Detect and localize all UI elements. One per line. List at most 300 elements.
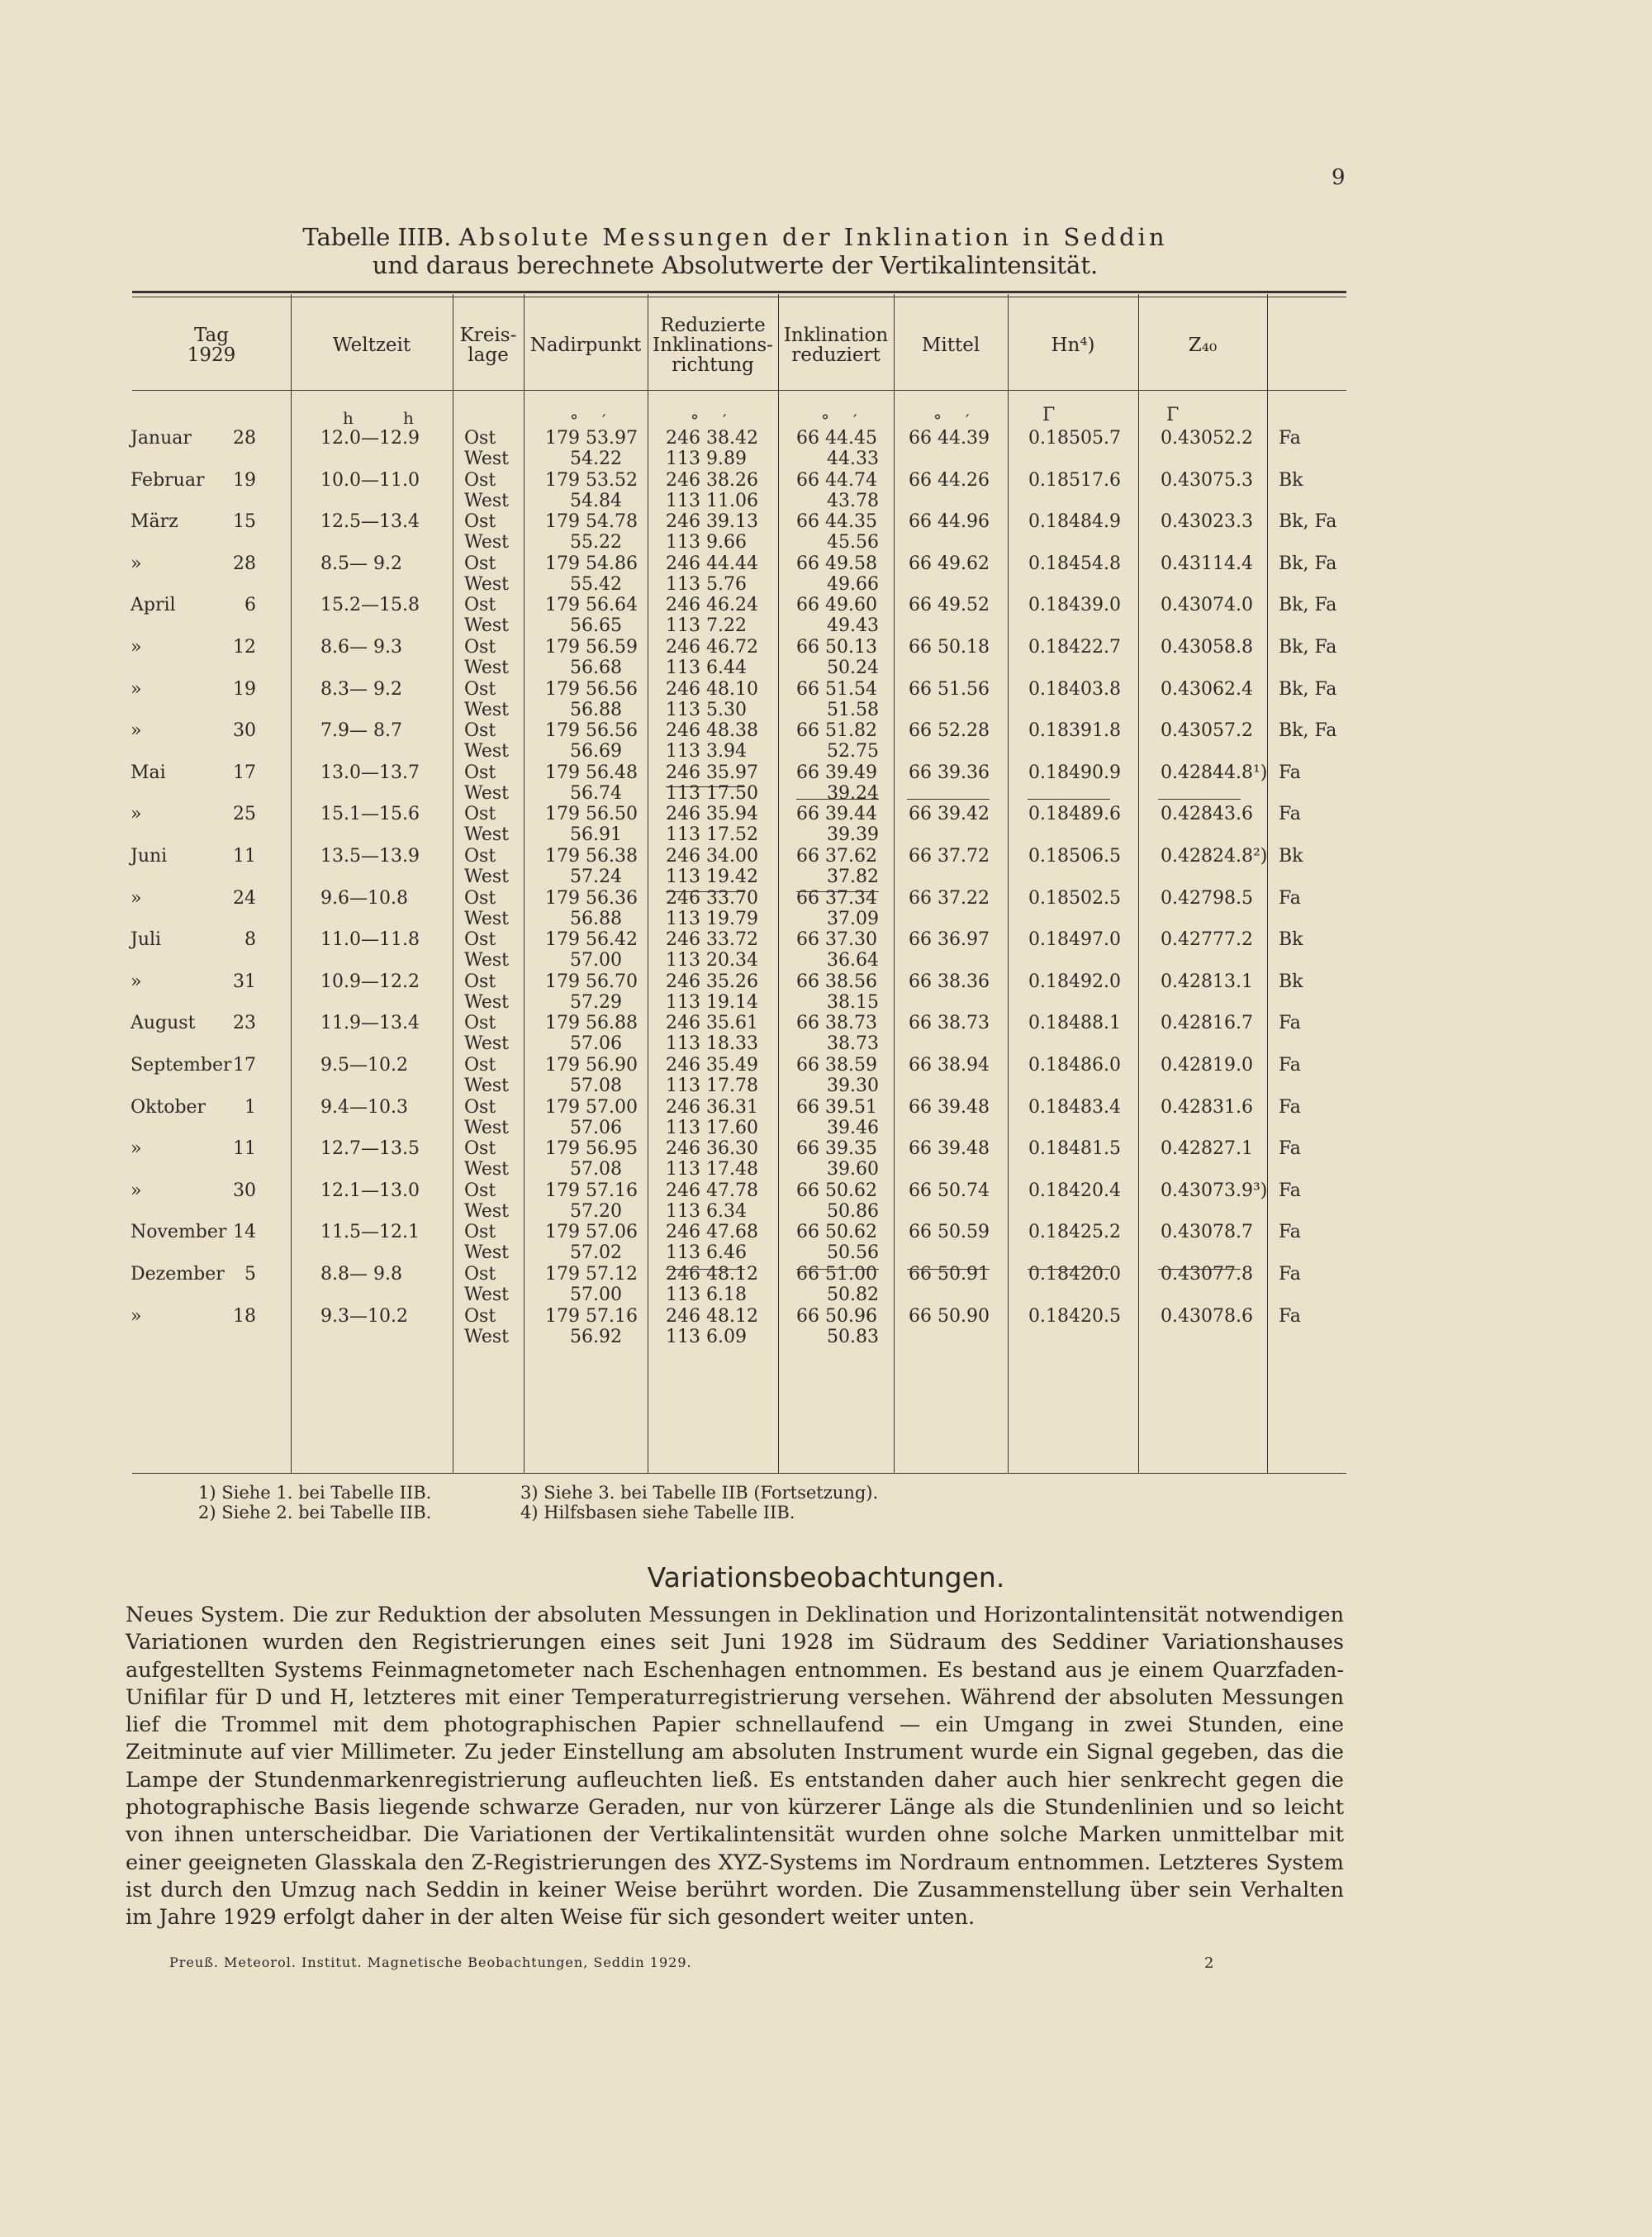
kreislage-ost: Ost bbox=[464, 553, 496, 574]
weltzeit-cell: 10.9—12.2 bbox=[320, 971, 420, 992]
month-cell: Juni bbox=[131, 846, 168, 867]
kreislage-ost: Ost bbox=[464, 887, 496, 909]
kreislage-ost: Ost bbox=[464, 511, 496, 533]
nadir-ost: 179 56.38 bbox=[545, 846, 638, 867]
inclination-direction-ost: 246 35.94 bbox=[666, 804, 758, 825]
kreislage-west: West bbox=[464, 449, 509, 469]
observer-cell: Fa bbox=[1279, 428, 1301, 449]
header-reduzierte-richtung: Reduzierte Inklinations- richtung bbox=[653, 315, 773, 376]
table-row bbox=[0, 679, 1652, 720]
header-kreislage: Kreis- lage bbox=[459, 325, 517, 366]
inclination-reduced-ost: 66 51.54 bbox=[796, 678, 877, 700]
nadir-west: 54.22 bbox=[570, 449, 622, 469]
weltzeit-cell: 10.0—11.0 bbox=[320, 469, 420, 491]
inclination-direction-ost: 246 38.42 bbox=[666, 428, 758, 449]
nadir-west: 57.20 bbox=[570, 1200, 622, 1222]
day-cell: 8 bbox=[244, 929, 256, 951]
inclination-direction-ost: 246 35.49 bbox=[666, 1055, 758, 1076]
inclination-reduced-ost: 66 44.35 bbox=[796, 511, 877, 533]
z-cell: 0.43075.3 bbox=[1161, 469, 1253, 491]
inclination-direction-west: 113 20.34 bbox=[666, 950, 758, 971]
month-cell: November bbox=[131, 1222, 227, 1243]
kreislage-west: West bbox=[464, 908, 509, 929]
day-cell: 11 bbox=[233, 1138, 256, 1160]
unit-minute: ′ bbox=[966, 411, 970, 430]
group-separator bbox=[1028, 799, 1110, 800]
day-cell: 1 bbox=[244, 1096, 256, 1118]
observer-cell: Bk, Fa bbox=[1279, 595, 1337, 616]
kreislage-west: West bbox=[464, 573, 509, 595]
inclination-reduced-ost: 66 38.56 bbox=[796, 971, 877, 992]
unit-minute: ′ bbox=[602, 411, 606, 430]
section-paragraph: Neues System. Die zur Reduktion der absoluten Messungen in Deklination und Horizontalintensität notwendigen Variationen wurden den Registrierungen eines seit Juni 1928 im Südraum des Seddiner Variationshauses aufgestellten Systems Feinmagnetometer nach Eschenhagen entnommen. Es bestand aus je einem Quarzfaden-Unifilar für D und H, letzteres mit einer Temperaturregistrierung versehen. Während der absoluten Messungen lief die Trommel mit dem photographischen Papier schnellaufend — ein Umgang in zwei Stunden, eine Zeitminute auf vier Millimeter. Zu jeder Einstellung am absoluten Instrument wurde ein Signal gegeben, das die Lampe der Stundenmarkenregistrierung aufleuchten ließ. Es entstanden daher auch hier senkrecht gegen die photographische Basis liegende schwarze Geraden, nur von kürzerer Länge als die Stundenlinien und so leicht von ihnen unterscheidbar. Die Variationen der Vertikalintensität wurden ohne solche Marken unmittelbar mit einer geeigneten Glasskala den Z-Registrierungen des XYZ-Systems im Nordraum entnommen. Letzteres System ist durch den Umzug nach Seddin in keiner Weise berührt worden. Die Zusammenstellung über sein Verhalten im Jahre 1929 erfolgt daher in der alten Weise für sich gesondert weiter unten. bbox=[126, 1603, 1344, 1931]
nadir-west: 56.69 bbox=[570, 741, 622, 762]
footer-signature-number: 2 bbox=[1204, 1954, 1215, 1972]
mittel-cell: 66 37.22 bbox=[909, 887, 990, 909]
nadir-ost: 179 56.56 bbox=[545, 720, 638, 742]
nadir-west: 57.00 bbox=[570, 1285, 622, 1305]
inclination-direction-west: 113 6.46 bbox=[666, 1242, 747, 1264]
inclination-reduced-ost: 66 39.49 bbox=[796, 762, 877, 783]
table-row bbox=[0, 804, 1652, 845]
kreislage-ost: Ost bbox=[464, 1222, 496, 1243]
table-header-rule bbox=[132, 390, 1346, 391]
kreislage-west: West bbox=[464, 741, 509, 762]
h-cell: 0.18505.7 bbox=[1028, 428, 1121, 449]
table-row bbox=[0, 720, 1652, 762]
unit-hour: h bbox=[343, 408, 354, 428]
h-cell: 0.18420.4 bbox=[1028, 1180, 1121, 1201]
value-underline bbox=[666, 1269, 745, 1270]
h-cell: 0.18391.8 bbox=[1028, 720, 1121, 742]
weltzeit-cell: 11.0—11.8 bbox=[320, 929, 420, 951]
mittel-cell: 66 52.28 bbox=[909, 720, 990, 742]
mittel-cell: 66 38.36 bbox=[909, 971, 990, 992]
inclination-direction-west: 113 11.06 bbox=[666, 490, 758, 511]
inclination-reduced-ost: 66 50.96 bbox=[796, 1305, 877, 1327]
nadir-west: 57.29 bbox=[570, 991, 622, 1013]
inclination-direction-west: 113 5.30 bbox=[666, 699, 747, 720]
footnote-4: 4) Hilfsbasen siehe Tabelle IIB. bbox=[520, 1503, 795, 1522]
nadir-west: 57.02 bbox=[570, 1242, 622, 1264]
kreislage-ost: Ost bbox=[464, 595, 496, 616]
nadir-ost: 179 57.12 bbox=[545, 1264, 638, 1285]
unit-gamma: Γ bbox=[1166, 405, 1180, 425]
nadir-west: 55.22 bbox=[570, 532, 622, 553]
observer-cell: Bk bbox=[1279, 929, 1303, 951]
h-cell: 0.18490.9 bbox=[1028, 762, 1121, 783]
h-cell: 0.18484.9 bbox=[1028, 511, 1121, 533]
h-cell: 0.18492.0 bbox=[1028, 971, 1121, 992]
nadir-west: 57.08 bbox=[570, 1159, 622, 1180]
nadir-ost: 179 57.16 bbox=[545, 1180, 638, 1201]
weltzeit-cell: 13.5—13.9 bbox=[320, 846, 420, 867]
kreislage-ost: Ost bbox=[464, 1138, 496, 1160]
observer-cell: Fa bbox=[1279, 887, 1301, 909]
nadir-ost: 179 54.78 bbox=[545, 511, 638, 533]
observer-cell: Fa bbox=[1279, 1305, 1301, 1327]
value-underline bbox=[796, 891, 879, 892]
kreislage-west: West bbox=[464, 1285, 509, 1305]
day-cell: 31 bbox=[233, 971, 256, 992]
kreislage-ost: Ost bbox=[464, 469, 496, 491]
inclination-reduced-ost: 66 49.60 bbox=[796, 595, 877, 616]
nadir-ost: 179 57.00 bbox=[545, 1096, 638, 1118]
table-row bbox=[0, 1222, 1652, 1263]
inclination-direction-ost: 246 36.30 bbox=[666, 1138, 758, 1160]
kreislage-west: West bbox=[464, 1242, 509, 1264]
inclination-direction-west: 113 17.60 bbox=[666, 1117, 758, 1138]
table-title-main: Absolute Messungen der Inklination in Seddin bbox=[458, 223, 1168, 251]
kreislage-ost: Ost bbox=[464, 1305, 496, 1327]
kreislage-west: West bbox=[464, 490, 509, 511]
kreislage-ost: Ost bbox=[464, 971, 496, 992]
h-cell: 0.18439.0 bbox=[1028, 595, 1121, 616]
z-cell: 0.42798.5 bbox=[1161, 887, 1253, 909]
inclination-direction-west: 113 6.18 bbox=[666, 1285, 747, 1305]
h-cell: 0.18454.8 bbox=[1028, 553, 1121, 574]
z-cell: 0.42813.1 bbox=[1161, 971, 1253, 992]
z-cell: 0.43058.8 bbox=[1161, 637, 1253, 658]
group-separator bbox=[1028, 1269, 1110, 1270]
kreislage-west: West bbox=[464, 1159, 509, 1180]
mittel-cell: 66 39.48 bbox=[909, 1096, 990, 1118]
inclination-direction-west: 113 19.42 bbox=[666, 867, 758, 887]
value-underline bbox=[796, 1269, 879, 1270]
nadir-west: 57.06 bbox=[570, 1033, 622, 1055]
day-cell: 6 bbox=[244, 595, 256, 616]
nadir-ost: 179 56.50 bbox=[545, 804, 638, 825]
inclination-reduced-west: 45.56 bbox=[827, 532, 879, 553]
unit-minute: ′ bbox=[853, 411, 857, 430]
day-cell: 30 bbox=[233, 720, 256, 742]
day-cell: 17 bbox=[233, 1055, 256, 1076]
z-cell: 0.42819.0 bbox=[1161, 1055, 1253, 1076]
inclination-reduced-west: 38.73 bbox=[827, 1033, 879, 1055]
z-cell: 0.43057.2 bbox=[1161, 720, 1253, 742]
inclination-direction-west: 113 6.34 bbox=[666, 1200, 747, 1222]
z-cell: 0.42816.7 bbox=[1161, 1013, 1253, 1034]
inclination-direction-west: 113 9.66 bbox=[666, 532, 747, 553]
kreislage-ost: Ost bbox=[464, 1096, 496, 1118]
observer-cell: Bk, Fa bbox=[1279, 637, 1337, 658]
inclination-direction-west: 113 19.14 bbox=[666, 991, 758, 1013]
kreislage-ost: Ost bbox=[464, 637, 496, 658]
month-cell: » bbox=[131, 678, 142, 700]
inclination-reduced-west: 50.83 bbox=[827, 1326, 879, 1347]
weltzeit-cell: 13.0—13.7 bbox=[320, 762, 420, 783]
month-cell: » bbox=[131, 637, 142, 658]
inclination-reduced-ost: 66 44.45 bbox=[796, 428, 877, 449]
month-cell: April bbox=[131, 595, 176, 616]
month-cell: Mai bbox=[131, 762, 166, 783]
weltzeit-cell: 7.9— 8.7 bbox=[320, 720, 402, 742]
observer-cell: Fa bbox=[1279, 804, 1301, 825]
weltzeit-cell: 15.2—15.8 bbox=[320, 595, 420, 616]
nadir-ost: 179 56.56 bbox=[545, 678, 638, 700]
weltzeit-cell: 9.6—10.8 bbox=[320, 887, 408, 909]
nadir-west: 56.68 bbox=[570, 658, 622, 678]
mittel-cell: 66 50.91 bbox=[909, 1264, 990, 1285]
nadir-west: 56.92 bbox=[570, 1326, 622, 1347]
observer-cell: Fa bbox=[1279, 1138, 1301, 1160]
inclination-reduced-ost: 66 39.51 bbox=[796, 1096, 877, 1118]
day-cell: 19 bbox=[233, 469, 256, 491]
observer-cell: Bk, Fa bbox=[1279, 678, 1337, 700]
kreislage-west: West bbox=[464, 1076, 509, 1096]
inclination-direction-ost: 246 38.26 bbox=[666, 469, 758, 491]
inclination-direction-ost: 246 39.13 bbox=[666, 511, 758, 533]
month-cell: Januar bbox=[131, 428, 192, 449]
inclination-direction-ost: 246 33.72 bbox=[666, 929, 758, 951]
inclination-direction-ost: 246 34.00 bbox=[666, 846, 758, 867]
group-separator bbox=[1158, 799, 1241, 800]
inclination-reduced-west: 50.24 bbox=[827, 658, 879, 678]
month-cell: August bbox=[131, 1013, 196, 1034]
month-cell: September bbox=[131, 1055, 232, 1076]
inclination-direction-west: 113 17.78 bbox=[666, 1076, 758, 1096]
inclination-direction-west: 113 5.76 bbox=[666, 573, 747, 595]
inclination-reduced-west: 39.60 bbox=[827, 1159, 879, 1180]
day-cell: 18 bbox=[233, 1305, 256, 1327]
inclination-reduced-west: 52.75 bbox=[827, 741, 879, 762]
z-cell: 0.42844.8¹) bbox=[1161, 762, 1268, 783]
table-row bbox=[0, 637, 1652, 678]
inclination-reduced-ost: 66 50.62 bbox=[796, 1180, 877, 1201]
inclination-reduced-ost: 66 50.62 bbox=[796, 1222, 877, 1243]
inclination-reduced-west: 49.66 bbox=[827, 573, 879, 595]
month-cell: Dezember bbox=[131, 1264, 225, 1285]
inclination-reduced-west: 39.39 bbox=[827, 824, 879, 846]
observer-cell: Bk bbox=[1279, 971, 1303, 992]
mittel-cell: 66 49.52 bbox=[909, 595, 990, 616]
day-cell: 17 bbox=[233, 762, 256, 783]
inclination-direction-west: 113 3.94 bbox=[666, 741, 747, 762]
h-cell: 0.18483.4 bbox=[1028, 1096, 1121, 1118]
table-row bbox=[0, 470, 1652, 511]
table-row bbox=[0, 1138, 1652, 1180]
month-cell: » bbox=[131, 1180, 142, 1201]
h-cell: 0.18425.2 bbox=[1028, 1222, 1121, 1243]
nadir-ost: 179 56.70 bbox=[545, 971, 638, 992]
inclination-reduced-west: 44.33 bbox=[827, 449, 879, 469]
footnote-1: 1) Siehe 1. bei Tabelle IIB. bbox=[198, 1483, 432, 1503]
unit-degree: ° bbox=[691, 411, 699, 430]
kreislage-west: West bbox=[464, 699, 509, 720]
kreislage-west: West bbox=[464, 1117, 509, 1138]
inclination-direction-west: 113 17.50 bbox=[666, 782, 758, 804]
weltzeit-cell: 12.0—12.9 bbox=[320, 428, 420, 449]
day-cell: 14 bbox=[233, 1222, 256, 1243]
footnotes-left bbox=[198, 1483, 431, 1522]
kreislage-ost: Ost bbox=[464, 846, 496, 867]
value-underline bbox=[796, 799, 879, 800]
nadir-ost: 179 56.64 bbox=[545, 595, 638, 616]
inclination-direction-ost: 246 48.12 bbox=[666, 1264, 758, 1285]
weltzeit-cell: 9.3—10.2 bbox=[320, 1305, 408, 1327]
weltzeit-cell: 11.9—13.4 bbox=[320, 1013, 420, 1034]
nadir-west: 57.08 bbox=[570, 1076, 622, 1096]
h-cell: 0.18481.5 bbox=[1028, 1138, 1121, 1160]
month-cell: » bbox=[131, 887, 142, 909]
table-row bbox=[0, 1264, 1652, 1305]
nadir-west: 56.88 bbox=[570, 908, 622, 929]
day-cell: 28 bbox=[233, 553, 256, 574]
mittel-cell: 66 39.48 bbox=[909, 1138, 990, 1160]
z-cell: 0.42777.2 bbox=[1161, 929, 1253, 951]
h-cell: 0.18420.0 bbox=[1028, 1264, 1121, 1285]
mittel-cell: 66 44.26 bbox=[909, 469, 990, 491]
inclination-direction-west: 113 6.09 bbox=[666, 1326, 747, 1347]
inclination-reduced-ost: 66 37.34 bbox=[796, 887, 877, 909]
table-title bbox=[132, 223, 1338, 279]
z-cell: 0.43077.8 bbox=[1161, 1264, 1253, 1285]
table-row bbox=[0, 428, 1652, 469]
unit-hour: h bbox=[403, 408, 414, 428]
observer-cell: Fa bbox=[1279, 1222, 1301, 1243]
page-number: 9 bbox=[1332, 165, 1346, 190]
month-cell: » bbox=[131, 1305, 142, 1327]
nadir-ost: 179 53.52 bbox=[545, 469, 638, 491]
z-cell: 0.43078.6 bbox=[1161, 1305, 1253, 1327]
day-cell: 23 bbox=[233, 1013, 256, 1034]
inclination-reduced-west: 43.78 bbox=[827, 490, 879, 511]
nadir-west: 55.42 bbox=[570, 573, 622, 595]
z-cell: 0.42843.6 bbox=[1161, 804, 1253, 825]
inclination-direction-west: 113 7.22 bbox=[666, 615, 747, 637]
weltzeit-cell: 8.8— 9.8 bbox=[320, 1264, 402, 1285]
inclination-reduced-west: 50.86 bbox=[827, 1200, 879, 1222]
h-cell: 0.18403.8 bbox=[1028, 678, 1121, 700]
inclination-direction-west: 113 9.89 bbox=[666, 449, 747, 469]
kreislage-west: West bbox=[464, 1326, 509, 1347]
mittel-cell: 66 39.36 bbox=[909, 762, 990, 783]
mittel-cell: 66 50.59 bbox=[909, 1222, 990, 1243]
inclination-reduced-west: 37.09 bbox=[827, 908, 879, 929]
month-cell: » bbox=[131, 971, 142, 992]
inclination-direction-ost: 246 35.61 bbox=[666, 1013, 758, 1034]
footnote-2: 2) Siehe 2. bei Tabelle IIB. bbox=[198, 1503, 432, 1522]
kreislage-west: West bbox=[464, 532, 509, 553]
table-row bbox=[0, 888, 1652, 929]
day-cell: 5 bbox=[244, 1264, 256, 1285]
nadir-ost: 179 56.95 bbox=[545, 1138, 638, 1160]
value-underline bbox=[666, 891, 745, 892]
footnotes-right bbox=[520, 1483, 878, 1522]
observer-cell: Fa bbox=[1279, 1096, 1301, 1118]
inclination-reduced-west: 39.46 bbox=[827, 1117, 879, 1138]
day-cell: 12 bbox=[233, 637, 256, 658]
z-cell: 0.42831.6 bbox=[1161, 1096, 1253, 1118]
table-row bbox=[0, 595, 1652, 636]
month-cell: März bbox=[131, 511, 178, 533]
inclination-direction-ost: 246 35.97 bbox=[666, 762, 758, 783]
observer-cell: Fa bbox=[1279, 762, 1301, 783]
kreislage-ost: Ost bbox=[464, 1013, 496, 1034]
mittel-cell: 66 50.18 bbox=[909, 637, 990, 658]
unit-degree: ° bbox=[570, 411, 578, 430]
kreislage-ost: Ost bbox=[464, 720, 496, 742]
h-cell: 0.18420.5 bbox=[1028, 1305, 1121, 1327]
inclination-direction-ost: 246 48.38 bbox=[666, 720, 758, 742]
nadir-ost: 179 56.88 bbox=[545, 1013, 638, 1034]
nadir-ost: 179 54.86 bbox=[545, 553, 638, 574]
footnote-3: 3) Siehe 3. bei Tabelle IIB (Fortsetzung). bbox=[520, 1483, 879, 1503]
unit-degree: ° bbox=[821, 411, 829, 430]
table-subtitle: und daraus berechnete Absolutwerte der Vertikalintensität. bbox=[372, 251, 1099, 279]
inclination-reduced-west: 38.15 bbox=[827, 991, 879, 1013]
inclination-reduced-ost: 66 39.44 bbox=[796, 804, 877, 825]
header-z: Z₄₀ bbox=[1188, 335, 1218, 356]
nadir-ost: 179 53.97 bbox=[545, 428, 638, 449]
kreislage-ost: Ost bbox=[464, 678, 496, 700]
z-cell: 0.43052.2 bbox=[1161, 428, 1253, 449]
mittel-cell: 66 36.97 bbox=[909, 929, 990, 951]
inclination-reduced-ost: 66 44.74 bbox=[796, 469, 877, 491]
nadir-west: 57.06 bbox=[570, 1117, 622, 1138]
nadir-west: 56.91 bbox=[570, 824, 622, 846]
nadir-ost: 179 56.59 bbox=[545, 637, 638, 658]
inclination-direction-ost: 246 47.78 bbox=[666, 1180, 758, 1201]
inclination-direction-ost: 246 47.68 bbox=[666, 1222, 758, 1243]
observer-cell: Fa bbox=[1279, 1180, 1301, 1201]
kreislage-west: West bbox=[464, 658, 509, 678]
inclination-reduced-ost: 66 50.13 bbox=[796, 637, 877, 658]
z-cell: 0.43062.4 bbox=[1161, 678, 1253, 700]
inclination-direction-ost: 246 33.70 bbox=[666, 887, 758, 909]
mittel-cell: 66 37.72 bbox=[909, 846, 990, 867]
header-weltzeit: Weltzeit bbox=[332, 335, 411, 356]
inclination-direction-ost: 246 35.26 bbox=[666, 971, 758, 992]
mittel-cell: 66 39.42 bbox=[909, 804, 990, 825]
inclination-reduced-west: 50.56 bbox=[827, 1242, 879, 1264]
header-tag: Tag 1929 bbox=[187, 325, 236, 366]
header-mittel: Mittel bbox=[921, 335, 980, 356]
nadir-west: 57.00 bbox=[570, 950, 622, 971]
day-cell: 28 bbox=[233, 428, 256, 449]
kreislage-ost: Ost bbox=[464, 762, 496, 783]
kreislage-west: West bbox=[464, 782, 509, 804]
mittel-cell: 66 50.74 bbox=[909, 1180, 990, 1201]
value-underline bbox=[666, 786, 745, 787]
z-cell: 0.43074.0 bbox=[1161, 595, 1253, 616]
inclination-direction-ost: 246 46.72 bbox=[666, 637, 758, 658]
table-bottom-rule bbox=[132, 1473, 1346, 1474]
inclination-reduced-ost: 66 37.62 bbox=[796, 846, 877, 867]
h-cell: 0.18488.1 bbox=[1028, 1013, 1121, 1034]
table-row bbox=[0, 971, 1652, 1013]
table-row bbox=[0, 762, 1652, 804]
inclination-direction-ost: 246 46.24 bbox=[666, 595, 758, 616]
h-cell: 0.18506.5 bbox=[1028, 846, 1121, 867]
observer-cell: Bk bbox=[1279, 469, 1303, 491]
group-separator bbox=[1158, 1269, 1241, 1270]
inclination-reduced-ost: 66 51.00 bbox=[796, 1264, 877, 1285]
table-row bbox=[0, 1306, 1652, 1347]
kreislage-west: West bbox=[464, 1200, 509, 1222]
weltzeit-cell: 15.1—15.6 bbox=[320, 804, 420, 825]
nadir-ost: 179 56.36 bbox=[545, 887, 638, 909]
header-nadirpunkt: Nadirpunkt bbox=[529, 335, 642, 356]
kreislage-ost: Ost bbox=[464, 929, 496, 951]
inclination-direction-west: 113 17.48 bbox=[666, 1159, 758, 1180]
nadir-west: 57.24 bbox=[570, 867, 622, 887]
weltzeit-cell: 12.7—13.5 bbox=[320, 1138, 420, 1160]
inclination-reduced-ost: 66 38.59 bbox=[796, 1055, 877, 1076]
inclination-direction-ost: 246 48.10 bbox=[666, 678, 758, 700]
table-row bbox=[0, 846, 1652, 887]
inclination-reduced-ost: 66 38.73 bbox=[796, 1013, 877, 1034]
